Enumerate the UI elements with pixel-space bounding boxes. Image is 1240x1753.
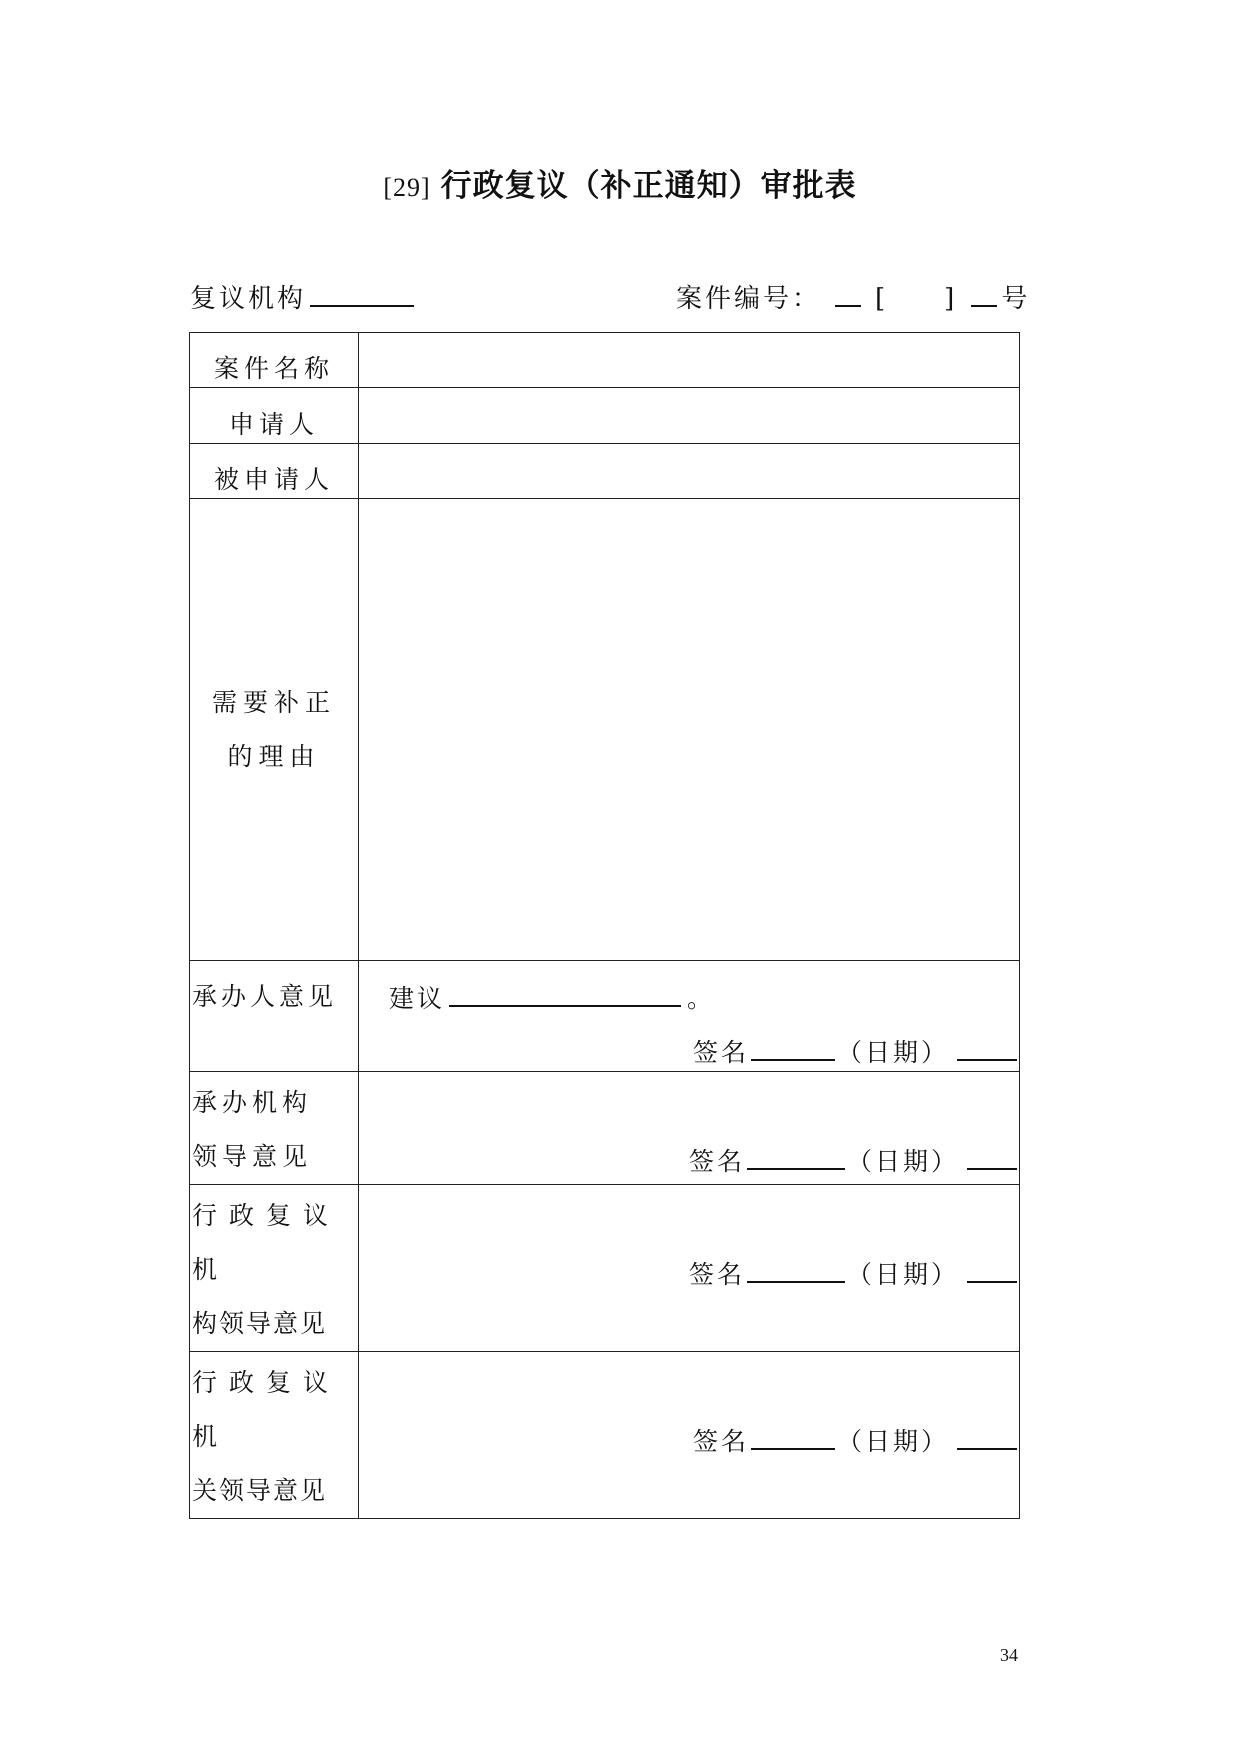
reason-label-line1: 需要补正 (211, 687, 336, 717)
form-number: [29] (383, 173, 431, 202)
agency-label: 复议机构 (190, 284, 307, 314)
case-name-label: 案件名称 (190, 333, 359, 388)
date-blank[interactable] (957, 1035, 1017, 1061)
reason-label (190, 499, 359, 961)
row-org-leader-opinion (190, 1072, 1020, 1185)
date-label: （日期） (836, 1427, 949, 1456)
sign-label: 签名 (688, 1260, 745, 1289)
review-org-leader-label (190, 1185, 359, 1352)
org-leader-line1: 承办机构 (192, 1088, 313, 1117)
review-authority-leader-cell (359, 1352, 1020, 1519)
review-authority-signature (693, 1422, 1019, 1458)
org-leader-signature (689, 1142, 1019, 1178)
case-number-prefix-blank[interactable] (835, 279, 861, 307)
reason-label-line2: 的理由 (227, 741, 321, 771)
date-blank[interactable] (967, 1257, 1017, 1283)
agency-field (190, 278, 418, 315)
bracket-close: ] (944, 284, 958, 314)
sign-label: 签名 (692, 1427, 749, 1456)
row-handler-opinion (190, 961, 1020, 1072)
date-blank[interactable] (967, 1144, 1017, 1170)
bracket-open: [ (875, 284, 889, 314)
review-org-signature (689, 1255, 1019, 1291)
sign-label: 签名 (688, 1147, 745, 1176)
page-title (0, 160, 1240, 205)
respondent-label: 被申请人 (190, 444, 359, 499)
handler-signature (693, 1033, 1019, 1069)
agency-blank[interactable] (310, 279, 414, 307)
case-number-label: 案件编号： (676, 284, 822, 314)
row-case-name (190, 333, 1020, 388)
row-applicant (190, 388, 1020, 444)
sign-blank[interactable] (747, 1144, 845, 1170)
suggestion-blank[interactable] (449, 981, 681, 1007)
applicant-label: 申请人 (190, 388, 359, 444)
handler-opinion-cell (359, 961, 1020, 1072)
applicant-value[interactable] (359, 388, 1020, 444)
sign-blank[interactable] (747, 1257, 845, 1283)
case-serial-blank[interactable] (971, 279, 997, 307)
suggest-label: 建议 (389, 984, 446, 1013)
row-respondent (190, 444, 1020, 499)
review-authority-line2: 关领导意见 (192, 1476, 328, 1505)
org-leader-line2: 领导意见 (192, 1142, 313, 1171)
review-org-line1: 行 政 复 议 机 (192, 1201, 330, 1284)
review-authority-leader-label (190, 1352, 359, 1519)
handler-label: 承办人意见 (190, 961, 359, 1072)
reason-value[interactable] (359, 499, 1020, 961)
org-leader-cell (359, 1072, 1020, 1185)
handler-suggestion (389, 979, 715, 1015)
date-blank[interactable] (957, 1424, 1017, 1450)
row-reason (190, 499, 1020, 961)
sign-blank[interactable] (751, 1035, 835, 1061)
row-review-org-leader-opinion (190, 1185, 1020, 1352)
sign-blank[interactable] (751, 1424, 835, 1450)
suggest-period: 。 (687, 984, 716, 1013)
respondent-value[interactable] (359, 444, 1020, 499)
review-org-leader-cell (359, 1185, 1020, 1352)
review-authority-line1: 行 政 复 议 机 (192, 1368, 330, 1451)
date-label: （日期） (846, 1147, 959, 1176)
org-leader-label (190, 1072, 359, 1185)
row-review-authority-leader-opinion (190, 1352, 1020, 1519)
case-name-value[interactable] (359, 333, 1020, 388)
case-number-field (676, 278, 1030, 315)
review-org-line2: 构领导意见 (192, 1309, 328, 1338)
page-number: 34 (1000, 1645, 1018, 1665)
date-label: （日期） (836, 1038, 949, 1067)
date-label: （日期） (846, 1260, 959, 1289)
case-number-suffix: 号 (1001, 284, 1031, 314)
approval-form-table (189, 332, 1020, 1519)
form-title: 行政复议（补正通知）审批表 (440, 168, 857, 204)
sign-label: 签名 (692, 1038, 749, 1067)
